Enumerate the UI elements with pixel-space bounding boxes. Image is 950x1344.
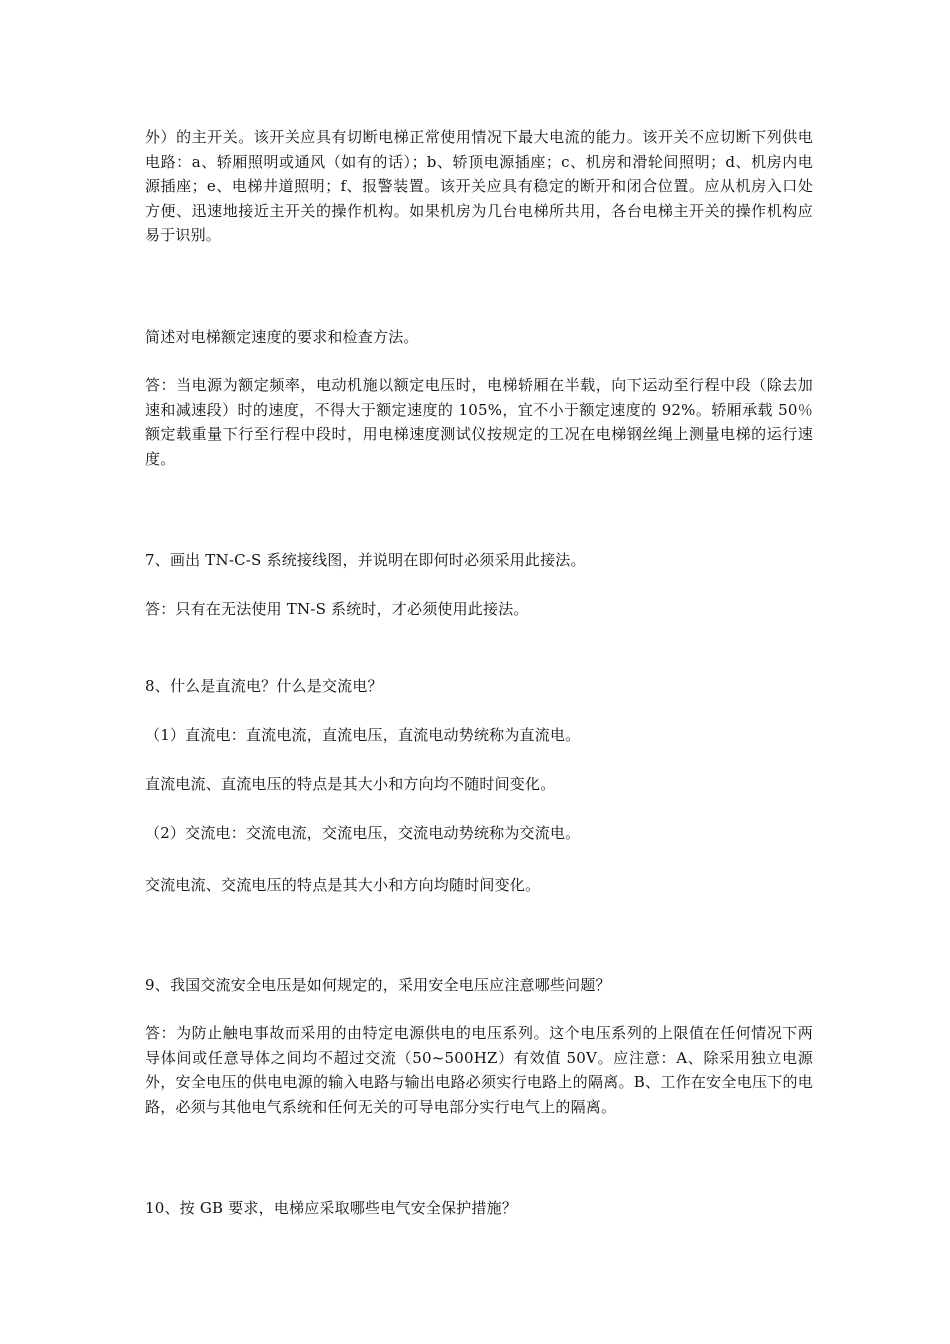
answer-8-dc-definition: （1）直流电：直流电流，直流电压，直流电动势统称为直流电。 xyxy=(145,726,581,744)
answer-9: 答：为防止触电事故而采用的由特定电源供电的电压系列。这个电压系列的上限值在任何情况下两导体间或任意导体之间均不超过交流（50~500HZ）有效值 50V。应注意：A、除采用独立电源外，安全电压的供电电源的输入电路与输出电路必须实行电路上的隔离。B、工作在安全电压下的电路，必须与其他电气系统和任何无关的可导电部分实行电气上的隔离。 xyxy=(145,1024,813,1116)
answer-8-dc-feature: 直流电流、直流电压的特点是其大小和方向均不随时间变化。 xyxy=(145,775,556,793)
answer-8-ac-feature: 交流电流、交流电压的特点是其大小和方向均随时间变化。 xyxy=(145,876,541,894)
question-10: 10、按 GB 要求，电梯应采取哪些电气安全保护措施？ xyxy=(145,1199,518,1217)
question-7: 7、画出 TN-C-S 系统接线图，并说明在即何时必须采用此接法。 xyxy=(145,551,586,569)
question-rated-speed: 简述对电梯额定速度的要求和检查方法。 xyxy=(145,328,419,346)
paragraph-main-switch-continued: 外）的主开关。该开关应具有切断电梯正常使用情况下最大电流的能力。该开关不应切断下列供电电路：a、轿厢照明或通风（如有的话）；b、轿顶电源插座；c、机房和滑轮间照明；d、机房内电源插座；e、电梯井道照明；f、报警装置。该开关应具有稳定的断开和闭合位置。应从机房入口处方便、迅速地接近主开关的操作机构。如果机房为几台电梯所共用，各台电梯主开关的操作机构应易于识别。 xyxy=(145,128,813,244)
question-8: 8、什么是直流电？什么是交流电？ xyxy=(145,677,383,695)
answer-8-ac-definition: （2）交流电：交流电流，交流电压，交流电动势统称为交流电。 xyxy=(145,824,581,842)
question-9: 9、我国交流安全电压是如何规定的，采用安全电压应注意哪些问题？ xyxy=(145,976,611,994)
answer-rated-speed: 答：当电源为额定频率，电动机施以额定电压时，电梯轿厢在半载，向下运动至行程中段（除去加速和减速段）时的速度，不得大于额定速度的 105%，宜不小于额定速度的 92%。轿厢承载 50％额定载重量下行至行程中段时，用电梯速度测试仪按规定的工况在电梯钢丝绳上测量电梯的运行速度。 xyxy=(145,376,813,468)
answer-7: 答：只有在无法使用 TN-S 系统时，才必须使用此接法。 xyxy=(145,600,529,618)
